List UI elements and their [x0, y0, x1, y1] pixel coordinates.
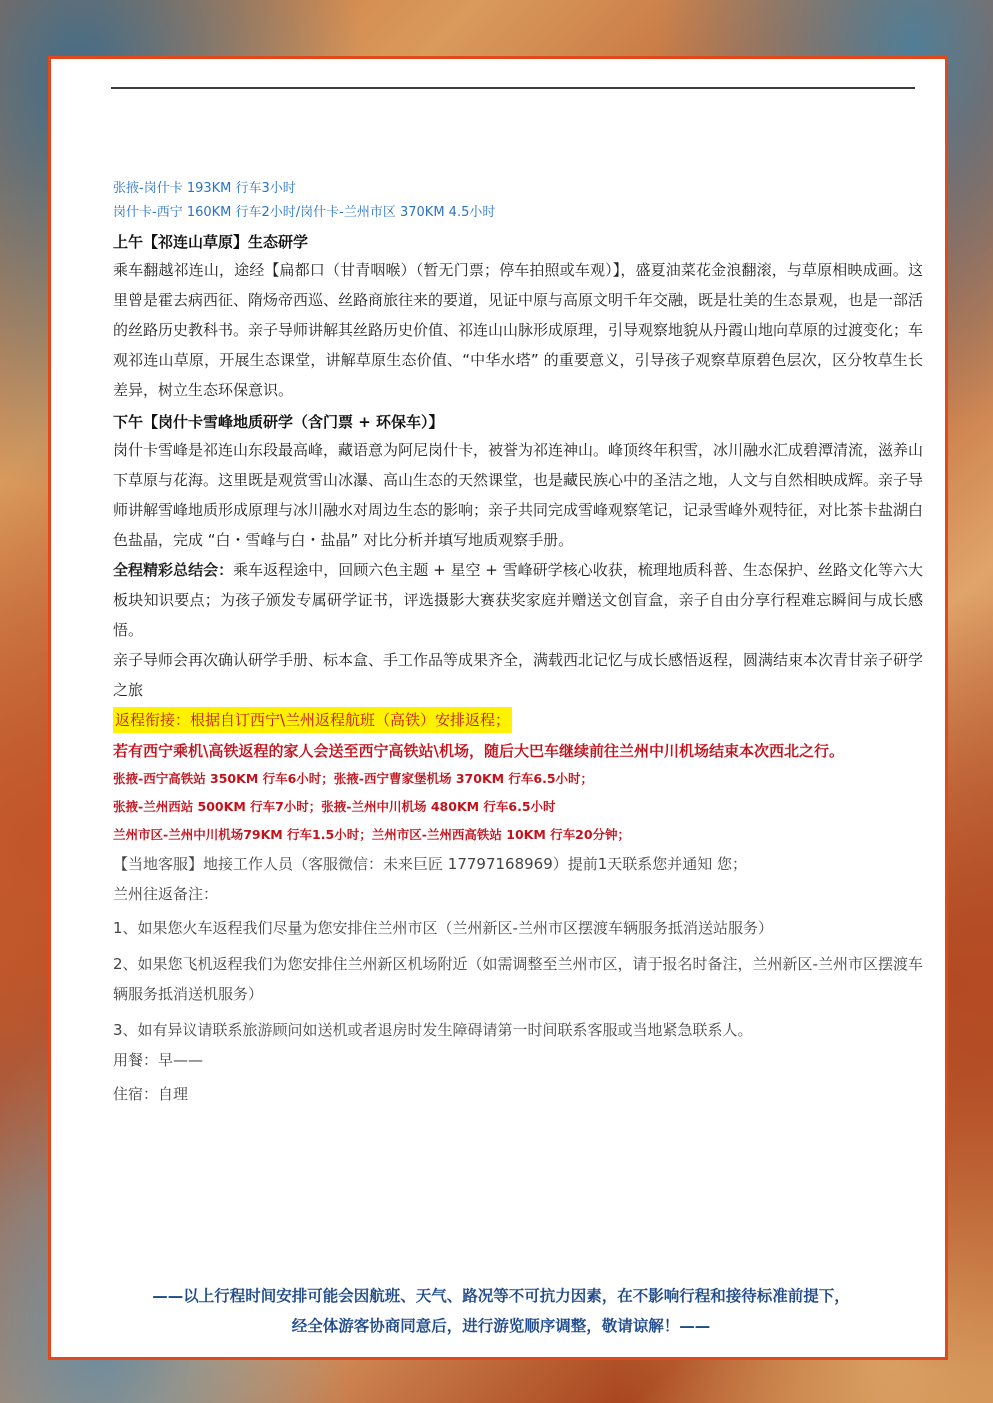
- return-note: 若有西宁乘机\高铁返程的家人会送至西宁高铁站\机场，随后大巴车继续前往兰州中川机场结束本次西北之行。: [113, 742, 844, 760]
- transfer-line: 张掖-兰州西站 500KM 行车7小时；张掖-兰州中川机场 480KM 行车6.5小时: [113, 799, 556, 814]
- page-frame: [48, 56, 948, 1360]
- note-item: 1、如果您火车返程我们尽量为您安排住兰州市区（兰州新区-兰州市区摆渡车辆服务抵消送站服务）: [113, 919, 773, 937]
- closing-text: 亲子导师会再次确认研学手册、标本盒、手工作品等成果齐全，满载西北记忆与成长感悟返程，圆满结束本次青甘亲子研学之旅: [113, 651, 924, 699]
- itinerary-content: [113, 177, 923, 1109]
- route-line-2: 岗什卡-西宁 160KM 行车2小时/岗什卡-兰州市区 370KM 4.5小时: [113, 205, 496, 220]
- lodging-info: 住宿：自理: [113, 1085, 189, 1103]
- route-line-1: 张掖-岗什卡 193KM 行车3小时: [113, 181, 296, 196]
- note-item: 3、如有异议请联系旅游顾问如送机或者退房时发生障碍请第一时间联系客服或当地紧急联系人。: [113, 1021, 753, 1039]
- header-rule: [111, 87, 915, 89]
- transfer-line: 兰州市区-兰州中川机场79KM 行车1.5小时；兰州市区-兰州西高铁站 10KM 行车20分钟；: [113, 827, 631, 842]
- summary-paragraph: [113, 555, 923, 645]
- morning-heading: 上午【祁连山草原】生态研学: [113, 233, 309, 251]
- afternoon-heading: 下午【岗什卡雪峰地质研学（含门票 + 环保车）】: [113, 413, 444, 431]
- note-item: 2、如果您飞机返程我们为您安排住兰州新区机场附近（如需调整至兰州市区，请于报名时备注，兰州新区-兰州市区摆渡车辆服务抵消送机服务）: [113, 955, 923, 1003]
- disclaimer-footer: [51, 1281, 951, 1341]
- morning-text: 乘车翻越祁连山，途经【扁都口（甘青咽喉）（暂无门票；停车拍照或车观）】，盛夏油菜花金浪翻滚，与草原相映成画。这里曾是霍去病西征、隋炀帝西巡、丝路商旅往来的要道，见证中原与高原文明千年交融，既是壮美的生态景观，也是一部活的丝路历史教科书。亲子导师讲解其丝路历史价值、祁连山山脉形成原理，引导观察地貌从丹霞山地向草原的过渡变化；车观祁连山草原，开展生态课堂，讲解草原生态价值、“中华水塔” 的重要意义，引导孩子观察草原碧色层次，区分牧草生长差异，树立生态环保意识。: [113, 261, 924, 399]
- notes-title: 兰州往返备注：: [113, 885, 219, 903]
- transfer-line: 张掖-西宁高铁站 350KM 行车6小时；张掖-西宁曹家堡机场 370KM 行车6.5小时；: [113, 771, 594, 786]
- disclaimer-line-1: ——以上行程时间安排可能会因航班、天气、路况等不可抗力因素，在不影响行程和接待标准前提下，: [152, 1287, 850, 1305]
- service-contact: 【当地客服】地接工作人员（客服微信：未来巨匠 17797168969）提前1天联系您并通知 您；: [113, 855, 748, 873]
- meals-info: 用餐：早——: [113, 1051, 204, 1069]
- return-highlight: 返程衔接：根据自订西宁\兰州返程航班（高铁）安排返程；: [113, 707, 512, 733]
- disclaimer-line-2: 经全体游客协商同意后，进行游览顺序调整，敬请谅解！——: [291, 1317, 711, 1335]
- afternoon-text: 岗什卡雪峰是祁连山东段最高峰，藏语意为阿尼岗什卡，被誉为祁连神山。峰顶终年积雪，冰川融水汇成碧潭清流，滋养山下草原与花海。这里既是观赏雪山冰瀑、高山生态的天然课堂，也是藏民族心中的圣洁之地，人文与自然相映成辉。亲子导师讲解雪峰地质形成原理与冰川融水对周边生态的影响；亲子共同完成雪峰观察笔记，记录雪峰外观特征，对比茶卡盐湖白色盐晶，完成 “白・雪峰与白・盐晶” 对比分析并填写地质观察手册。: [113, 441, 924, 549]
- summary-text: 乘车返程途中，回顾六色主题 + 星空 + 雪峰研学核心收获，梳理地质科普、生态保护、丝路文化等六大板块知识要点；为孩子颁发专属研学证书，评选摄影大赛获奖家庭并赠送文创盲盒，亲子自由分享行程难忘瞬间与成长感悟。: [113, 561, 923, 639]
- summary-label: 全程精彩总结会：: [113, 561, 234, 579]
